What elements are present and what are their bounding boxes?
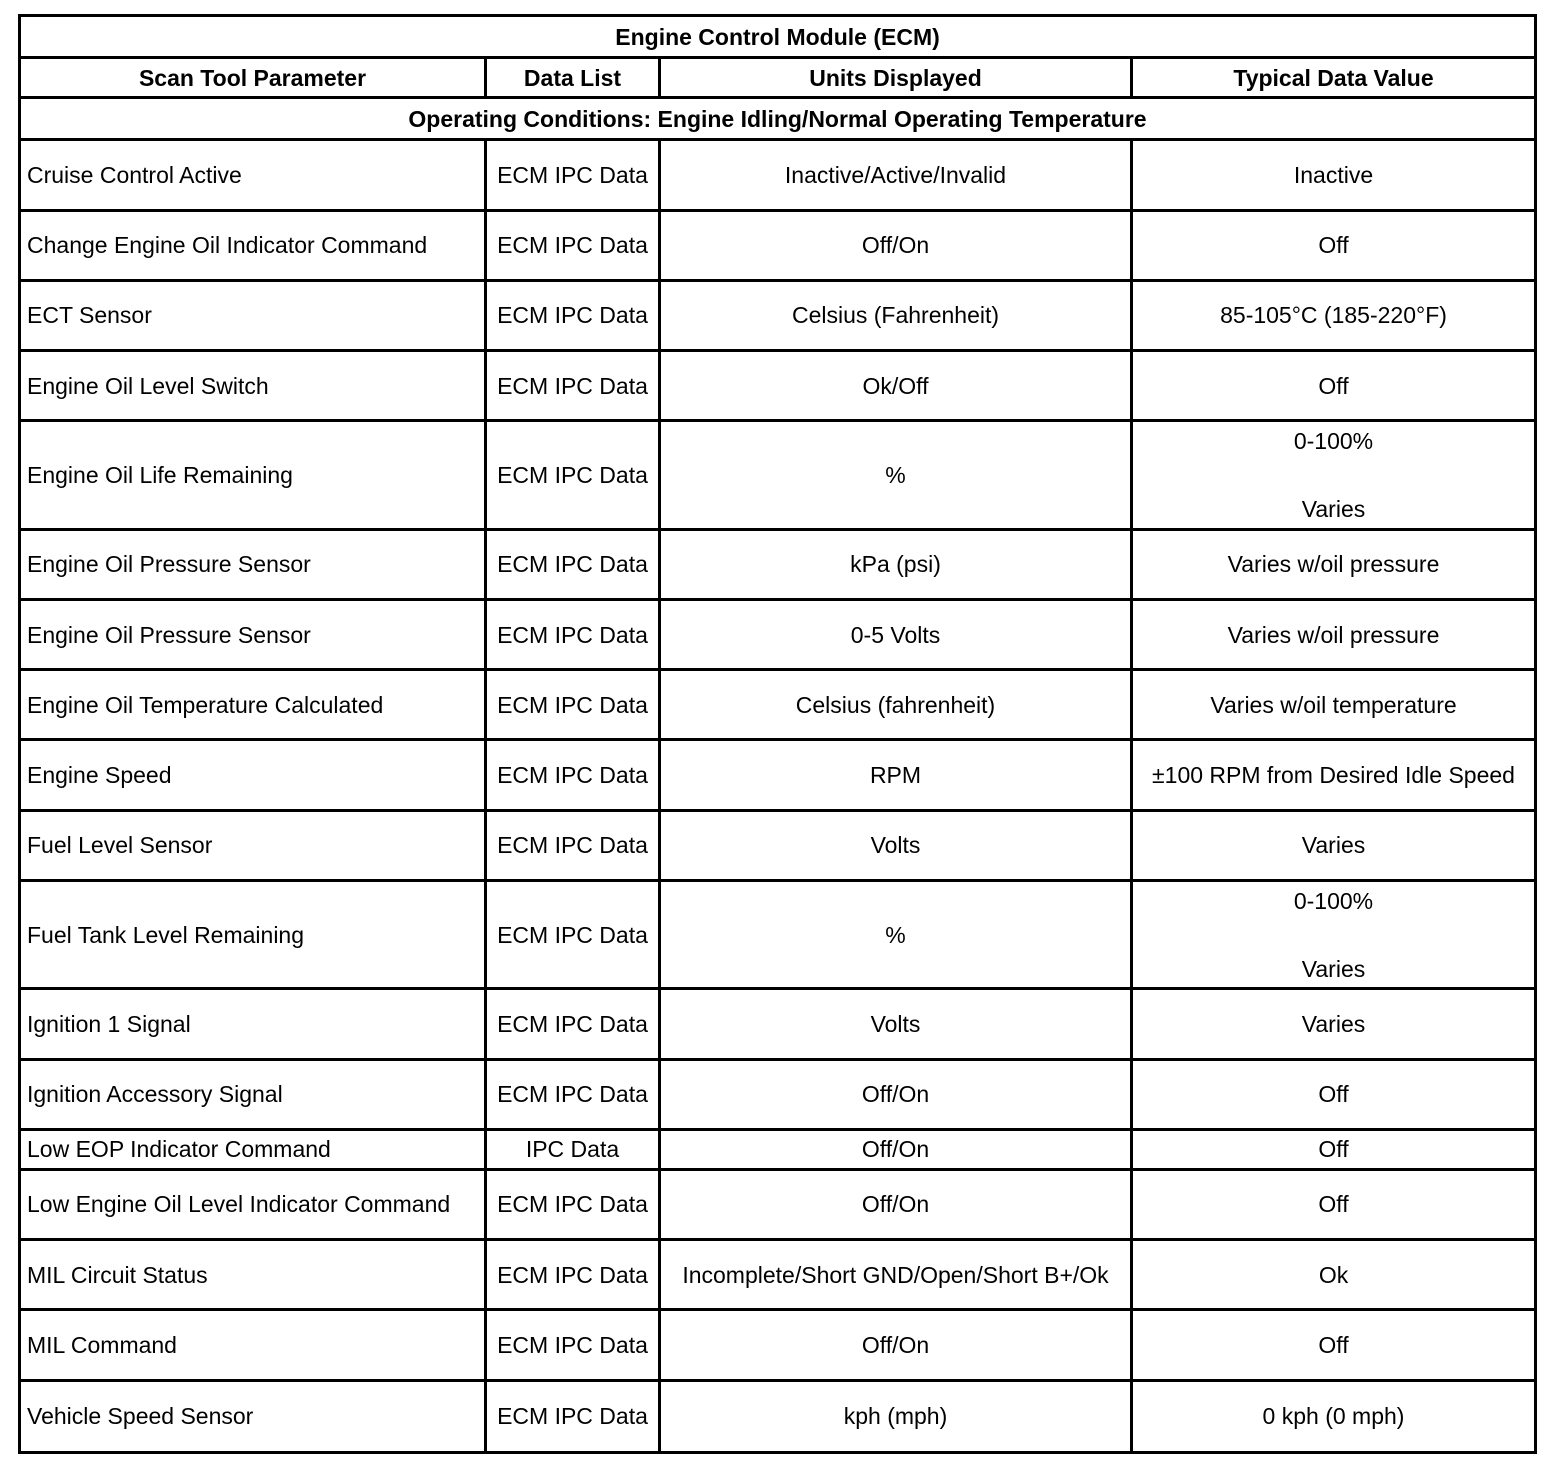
- scan-tool-parameter: Change Engine Oil Indicator Command: [20, 210, 486, 280]
- data-list: ECM IPC Data: [486, 670, 660, 740]
- table-title: Engine Control Module (ECM): [20, 16, 1536, 58]
- scan-tool-parameter: MIL Command: [20, 1310, 486, 1380]
- value-range: 0-100%: [1293, 887, 1374, 914]
- scan-tool-parameter: Engine Oil Level Switch: [20, 351, 486, 421]
- typical-data-value: ±100 RPM from Desired Idle Speed: [1132, 740, 1536, 810]
- value-note: Varies: [1301, 496, 1366, 523]
- data-list: ECM IPC Data: [486, 351, 660, 421]
- data-list: ECM IPC Data: [486, 1169, 660, 1239]
- table-row: [20, 280, 1536, 350]
- table-row: [20, 210, 1536, 280]
- scan-tool-parameter: Ignition Accessory Signal: [20, 1059, 486, 1129]
- units-displayed: kph (mph): [660, 1380, 1132, 1452]
- table-row: [20, 1240, 1536, 1310]
- typical-data-value: Off: [1132, 351, 1536, 421]
- data-list: ECM IPC Data: [486, 210, 660, 280]
- header-typical-data-value: Typical Data Value: [1132, 58, 1536, 98]
- scan-tool-parameter: Engine Speed: [20, 740, 486, 810]
- table-row: [20, 351, 1536, 421]
- section-heading: Operating Conditions: Engine Idling/Normal Operating Temperature: [20, 98, 1536, 140]
- typical-data-value: [1132, 421, 1536, 529]
- data-list: ECM IPC Data: [486, 740, 660, 810]
- scan-tool-parameter: Ignition 1 Signal: [20, 989, 486, 1059]
- data-list: ECM IPC Data: [486, 529, 660, 599]
- units-displayed: RPM: [660, 740, 1132, 810]
- units-displayed: 0-5 Volts: [660, 599, 1132, 669]
- typical-data-value: Varies: [1132, 989, 1536, 1059]
- typical-data-value: Ok: [1132, 1240, 1536, 1310]
- data-list: ECM IPC Data: [486, 1310, 660, 1380]
- scan-tool-parameter: Vehicle Speed Sensor: [20, 1380, 486, 1452]
- scan-tool-parameter: Cruise Control Active: [20, 140, 486, 210]
- data-list: ECM IPC Data: [486, 599, 660, 669]
- data-list: ECM IPC Data: [486, 280, 660, 350]
- scan-tool-parameter: Fuel Level Sensor: [20, 810, 486, 880]
- table-row: [20, 670, 1536, 740]
- typical-data-value: 85-105°C (185-220°F): [1132, 280, 1536, 350]
- data-list: ECM IPC Data: [486, 140, 660, 210]
- header-units-displayed: Units Displayed: [660, 58, 1132, 98]
- units-displayed: Volts: [660, 810, 1132, 880]
- units-displayed: Incomplete/Short GND/Open/Short B+/Ok: [660, 1240, 1132, 1310]
- header-scan-tool-parameter: Scan Tool Parameter: [20, 58, 486, 98]
- units-displayed: Volts: [660, 989, 1132, 1059]
- scan-tool-parameter: Fuel Tank Level Remaining: [20, 880, 486, 988]
- units-displayed: Inactive/Active/Invalid: [660, 140, 1132, 210]
- data-list: ECM IPC Data: [486, 1059, 660, 1129]
- units-displayed: Off/On: [660, 1129, 1132, 1169]
- units-displayed: %: [660, 880, 1132, 988]
- data-list: ECM IPC Data: [486, 1240, 660, 1310]
- scan-tool-parameter: ECT Sensor: [20, 280, 486, 350]
- units-displayed: Off/On: [660, 210, 1132, 280]
- typical-data-value: Varies w/oil pressure: [1132, 529, 1536, 599]
- scan-tool-parameter: Engine Oil Pressure Sensor: [20, 599, 486, 669]
- table-row: [20, 810, 1536, 880]
- data-list: ECM IPC Data: [486, 421, 660, 529]
- header-row: [20, 58, 1536, 98]
- table-row: [20, 421, 1536, 529]
- table-row: [20, 140, 1536, 210]
- value-note: Varies: [1301, 955, 1366, 982]
- data-list: ECM IPC Data: [486, 1380, 660, 1452]
- ecm-data-table: [18, 14, 1537, 1454]
- typical-data-value: Varies w/oil temperature: [1132, 670, 1536, 740]
- units-displayed: Ok/Off: [660, 351, 1132, 421]
- units-displayed: Celsius (Fahrenheit): [660, 280, 1132, 350]
- typical-data-value: Varies: [1132, 810, 1536, 880]
- scan-tool-parameter: Engine Oil Life Remaining: [20, 421, 486, 529]
- units-displayed: %: [660, 421, 1132, 529]
- scan-tool-parameter: MIL Circuit Status: [20, 1240, 486, 1310]
- typical-data-value: Off: [1132, 1059, 1536, 1129]
- table-row: [20, 880, 1536, 988]
- data-list: ECM IPC Data: [486, 989, 660, 1059]
- typical-data-value: 0 kph (0 mph): [1132, 1380, 1536, 1452]
- typical-data-value: [1132, 880, 1536, 988]
- typical-data-value: Off: [1132, 1129, 1536, 1169]
- scan-tool-parameter: Low Engine Oil Level Indicator Command: [20, 1169, 486, 1239]
- typical-data-value: Inactive: [1132, 140, 1536, 210]
- scan-tool-parameter: Engine Oil Pressure Sensor: [20, 529, 486, 599]
- units-displayed: Celsius (fahrenheit): [660, 670, 1132, 740]
- data-list: IPC Data: [486, 1129, 660, 1169]
- value-range: 0-100%: [1293, 427, 1374, 454]
- typical-data-value: Varies w/oil pressure: [1132, 599, 1536, 669]
- typical-data-value: Off: [1132, 1169, 1536, 1239]
- typical-data-value: Off: [1132, 210, 1536, 280]
- table-row: [20, 989, 1536, 1059]
- table-row: [20, 1059, 1536, 1129]
- table-row: [20, 1169, 1536, 1239]
- units-displayed: Off/On: [660, 1059, 1132, 1129]
- data-list: ECM IPC Data: [486, 810, 660, 880]
- table-row: [20, 529, 1536, 599]
- table-row: [20, 740, 1536, 810]
- units-displayed: Off/On: [660, 1169, 1132, 1239]
- scan-tool-parameter: Low EOP Indicator Command: [20, 1129, 486, 1169]
- scan-tool-parameter: Engine Oil Temperature Calculated: [20, 670, 486, 740]
- data-list: ECM IPC Data: [486, 880, 660, 988]
- table-row: [20, 599, 1536, 669]
- units-displayed: kPa (psi): [660, 529, 1132, 599]
- units-displayed: Off/On: [660, 1310, 1132, 1380]
- table-row: [20, 1129, 1536, 1169]
- table-row: [20, 1310, 1536, 1380]
- typical-data-value: Off: [1132, 1310, 1536, 1380]
- table-row: [20, 1380, 1536, 1452]
- header-data-list: Data List: [486, 58, 660, 98]
